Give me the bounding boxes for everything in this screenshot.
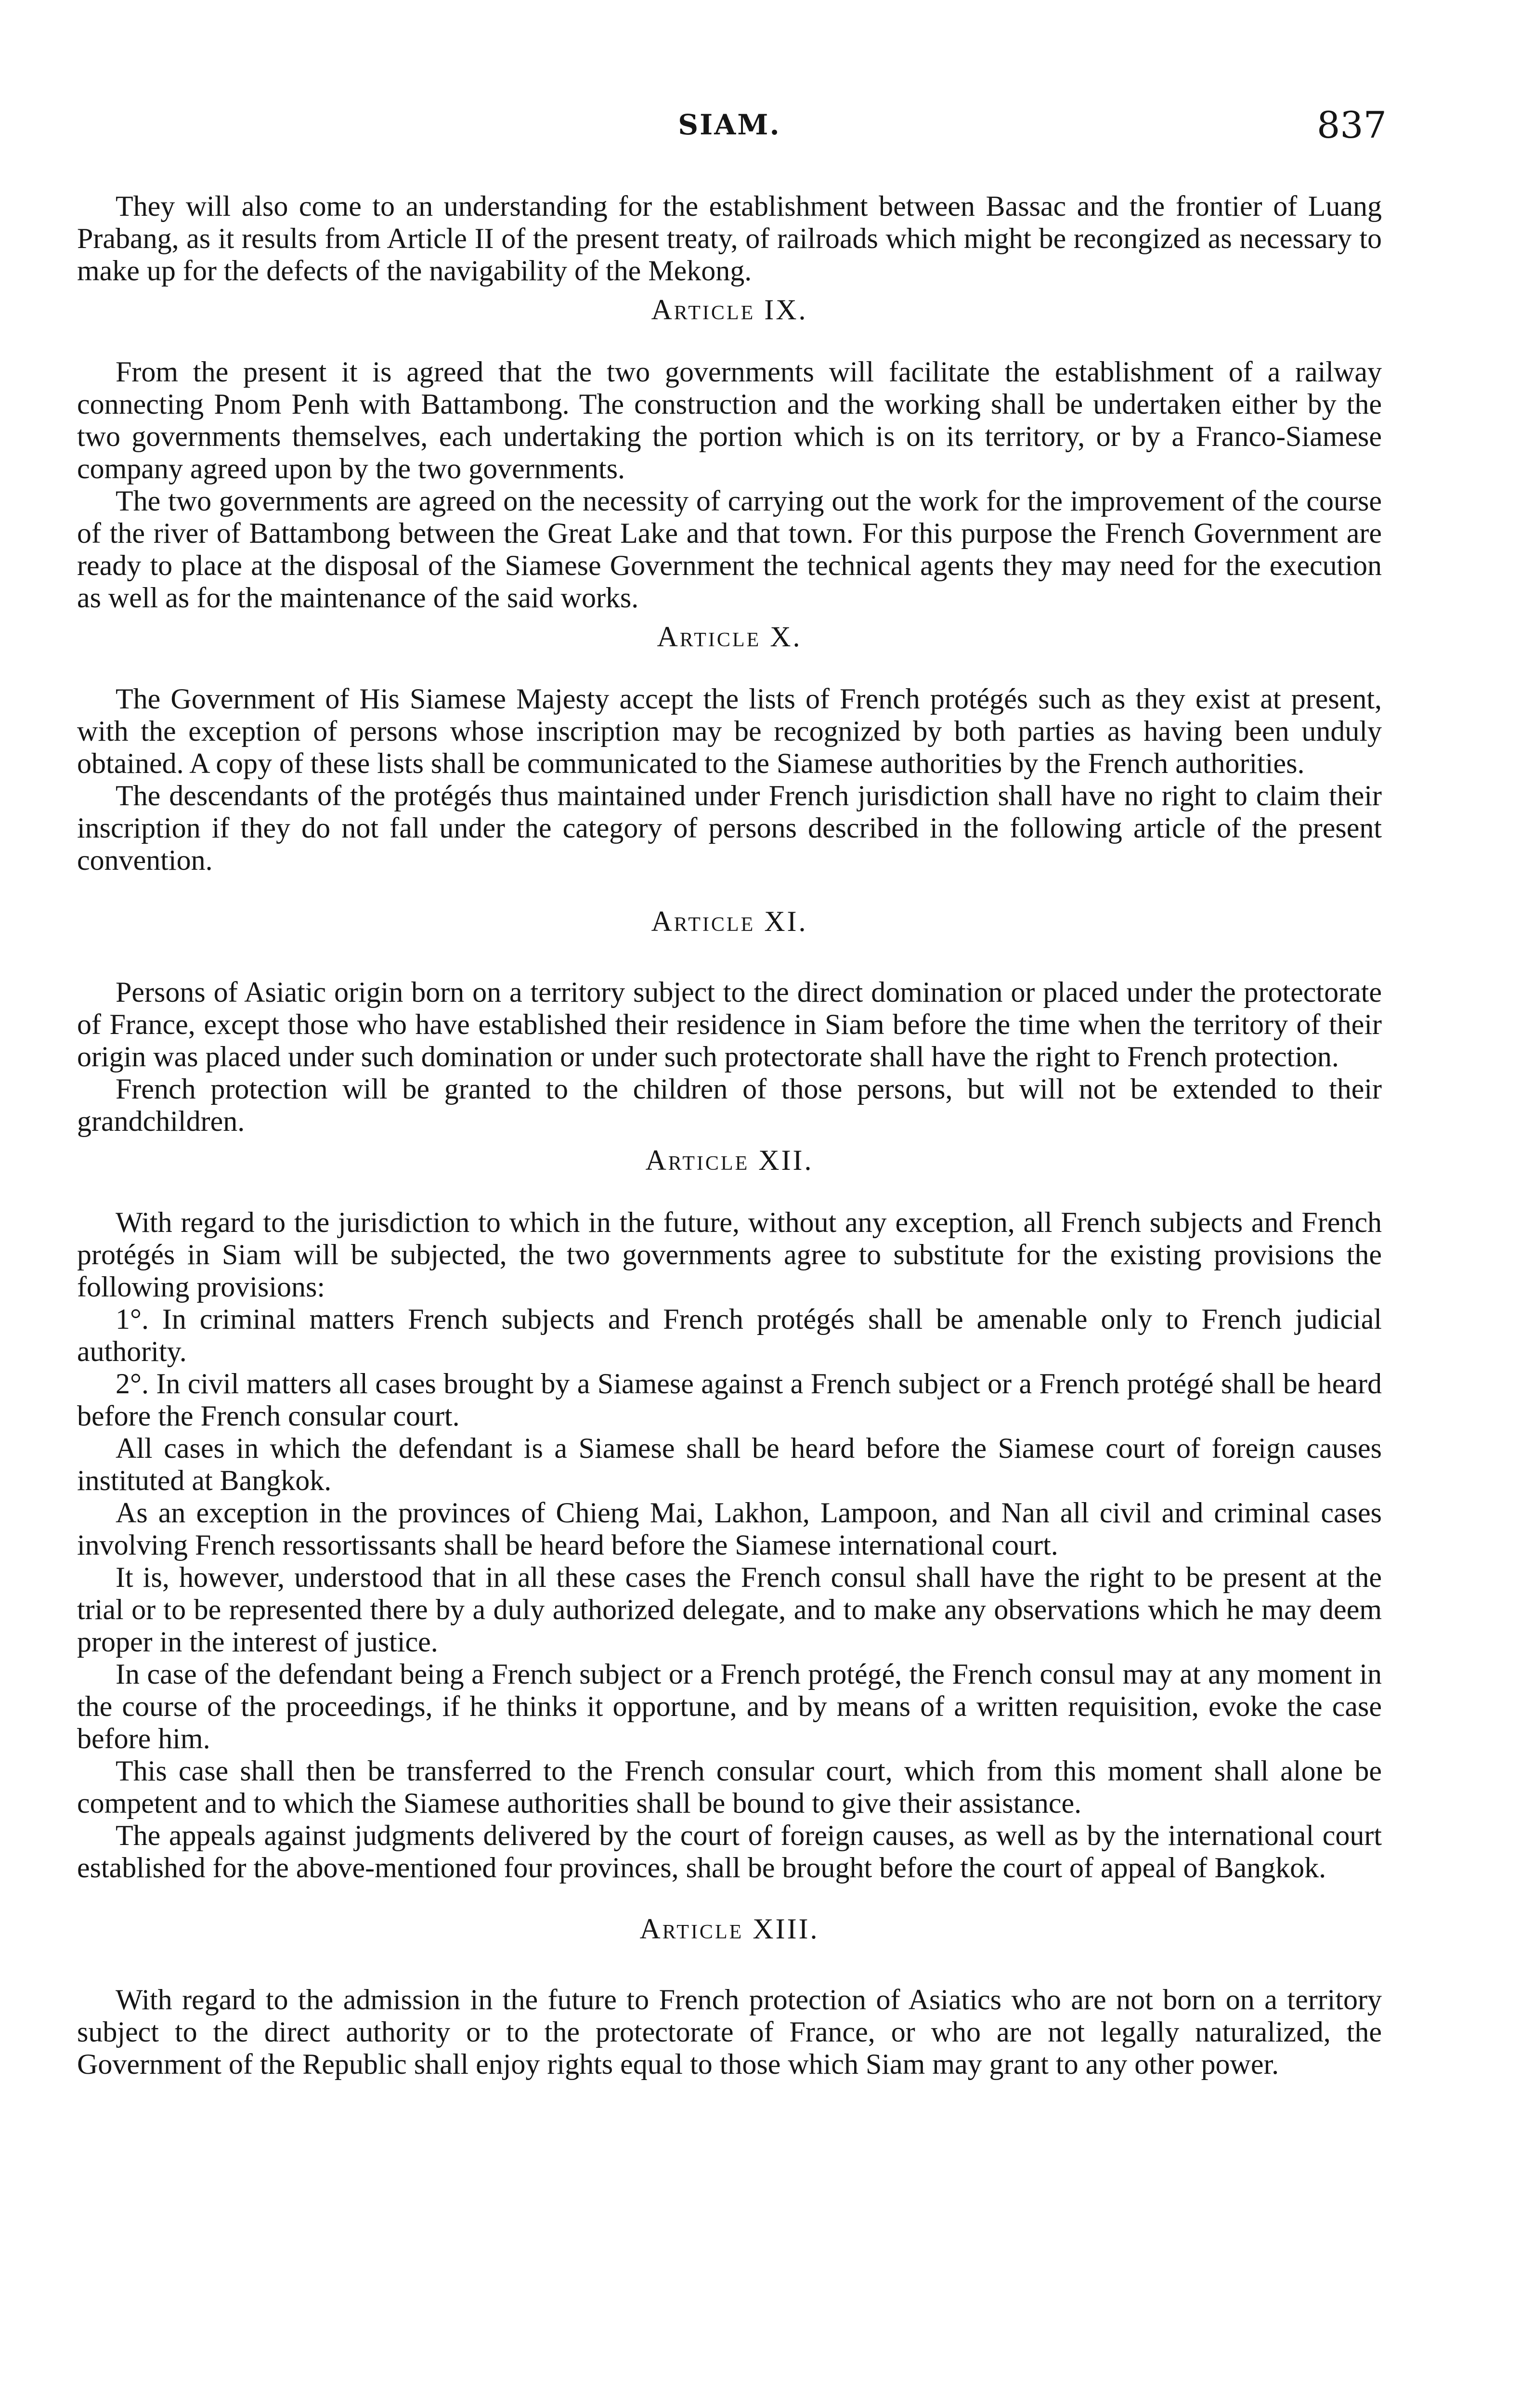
paragraph-proteges-lists: The Government of His Siamese Majesty accept the lists of French protégés such as they exist at present, with the exception of persons whose inscription may be recognized by both parties as having been unduly obtained. A copy of these lists shall be communicated to the Siamese authorities by the French authorities. — [77, 683, 1382, 779]
article-heading-ix: Article IX. — [651, 294, 808, 326]
paragraph-civil-matters: 2°. In civil matters all cases brought by a Siamese against a French subject or a French protégé shall be heard before the French consular court. — [77, 1368, 1382, 1432]
article-heading-x: Article X. — [657, 621, 802, 653]
paragraph-siamese-defendant: All cases in which the defendant is a Siamese shall be heard before the Siamese court of foreign causes instituted at Bangkok. — [77, 1432, 1382, 1496]
paragraph-consul-present: It is, however, understood that in all these cases the French consul shall have the right to be present at the trial or to be represented there by a duly authorized delegate, and to make any observations which he may deem proper in the interest of justice. — [77, 1561, 1382, 1658]
article-heading-xii: Article XII. — [645, 1144, 814, 1176]
paragraph-jurisdiction: With regard to the jurisdiction to which in the future, without any exception, all French subjects and French protégés in Siam will be subjected, the two governments agree to substitute for the existing provisions the following provisions: — [77, 1206, 1382, 1303]
paragraph-provinces-exception: As an exception in the provinces of Chieng Mai, Lakhon, Lampoon, and Nan all civil and criminal cases involving French ressortissants shall be heard before the Siamese international court. — [77, 1497, 1382, 1561]
page-header-title: SIAM. — [678, 108, 781, 141]
paragraph-railroads-mekong: They will also come to an understanding for the establishment between Bassac and the frontier of Luang Prabang, as it results from Article II of the present treaty, of railroads which might be recongized as necessary to make up for the defects of the navigability of the Mekong. — [77, 190, 1382, 287]
body-text — [77, 190, 1382, 2081]
paragraph-protection-children: French protection will be granted to the children of those persons, but will not be extended to their grandchildren. — [77, 1073, 1382, 1137]
paragraph-railway-battambong: From the present it is agreed that the two governments will facilitate the establishment of a railway connecting Pnom Penh with Battambong. The construction and the working shall be undertaken either by the two governments themselves, each undertaking the portion which is on its territory, or by a Franco-Siamese company agreed upon by the two governments. — [77, 356, 1382, 484]
paragraph-evoke-case: In case of the defendant being a French subject or a French protégé, the French consul may at any moment in the course of the proceedings, if he thinks it opportune, and by means of a written requisition, evoke the case before him. — [77, 1658, 1382, 1754]
paragraph-consular-court: This case shall then be transferred to the French consular court, which from this moment shall alone be competent and to which the Siamese authorities shall be bound to give their assistance. — [77, 1755, 1382, 1819]
paragraph-river-improvement: The two governments are agreed on the necessity of carrying out the work for the improvement of the course of the river of Battambong between the Great Lake and that town. For this purpose the French Government are ready to place at the disposal of the Siamese Government the technical agents they may need for the execution as well as for the maintenance of the said works. — [77, 485, 1382, 614]
paragraph-future-admission: With regard to the admission in the future to French protection of Asiatics who are not born on a territory subject to the direct authority or to the protectorate of France, or who are not legally naturalized, the Government of the Republic shall enjoy rights equal to those which Siam may grant to any other power. — [77, 1984, 1382, 2080]
article-heading-xiii: Article XIII. — [639, 1913, 819, 1945]
paragraph-proteges-descendants: The descendants of the protégés thus maintained under French jurisdiction shall have no right to claim their inscription if they do not fall under the category of persons described in the following article of the present convention. — [77, 780, 1382, 876]
running-head — [72, 104, 1387, 147]
article-heading-xi: Article XI. — [651, 905, 808, 937]
paragraph-asiatic-origin: Persons of Asiatic origin born on a territory subject to the direct domination or placed under the protectorate of France, except those who have established their residence in Siam before the time when the territory of their origin was placed under such domination or under such protectorate shall have the right to French protection. — [77, 976, 1382, 1073]
page-number: 837 — [1316, 104, 1387, 146]
paragraph-criminal-matters: 1°. In criminal matters French subjects and French protégés shall be amenable only to French judicial authority. — [77, 1303, 1382, 1367]
paragraph-appeals: The appeals against judgments delivered by the court of foreign causes, as well as by the international court established for the above-mentioned four provinces, shall be brought before the court of appeal of Bangkok. — [77, 1819, 1382, 1884]
